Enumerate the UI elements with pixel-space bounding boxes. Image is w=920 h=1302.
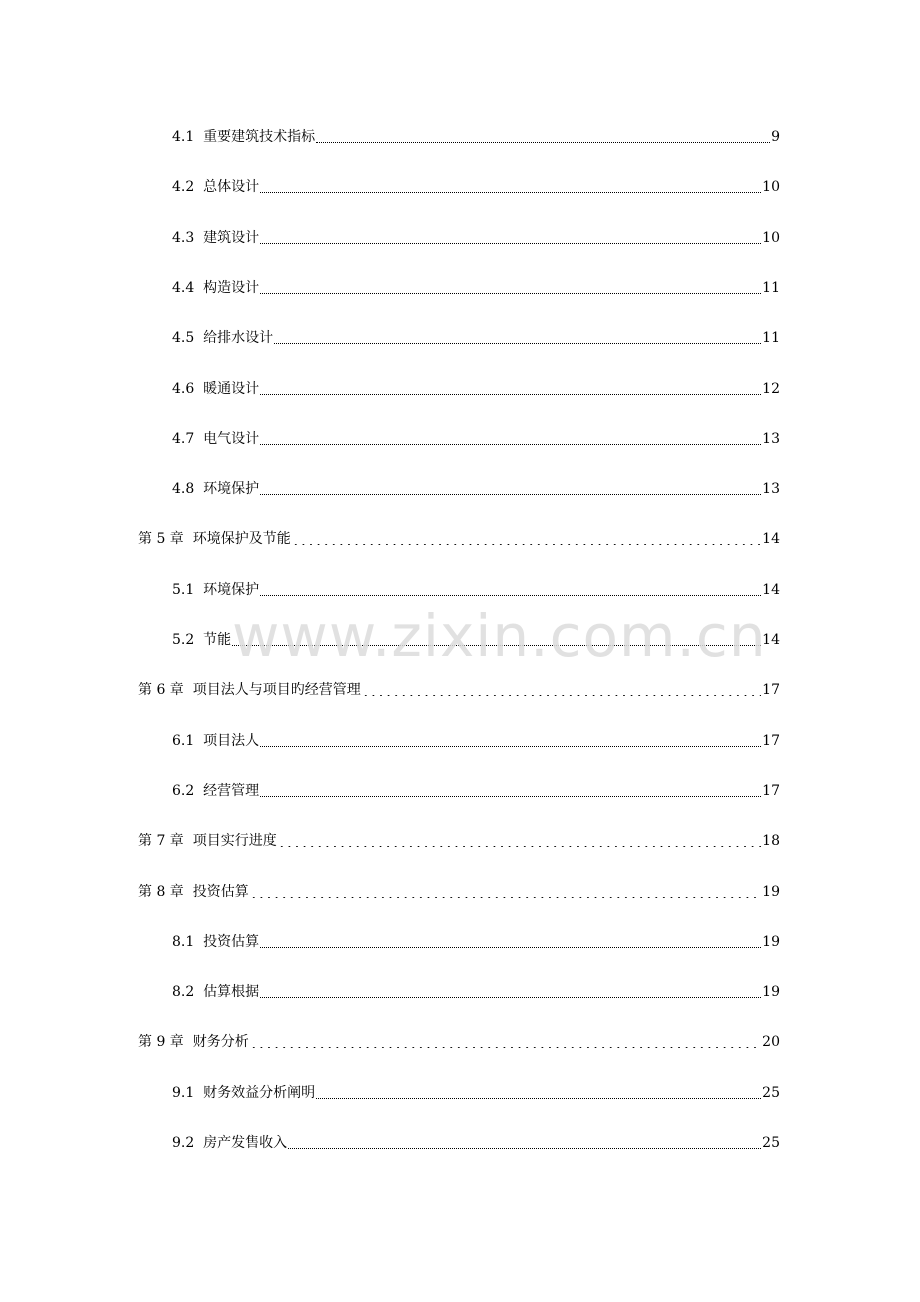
toc-chapter-entry[interactable] bbox=[138, 528, 780, 550]
toc-section-entry[interactable] bbox=[172, 579, 780, 601]
watermark: www.zixin.com.cn bbox=[232, 602, 767, 670]
toc-section-entry[interactable] bbox=[172, 730, 780, 752]
toc-entry-title: 第 5 章 环境保护及节能 bbox=[138, 531, 291, 547]
toc-dot-leader bbox=[260, 742, 761, 747]
toc-section-entry[interactable] bbox=[172, 378, 780, 400]
toc-page-number: 13 bbox=[762, 431, 780, 447]
toc-dot-leader bbox=[260, 239, 761, 244]
toc-page-number: 10 bbox=[762, 179, 780, 195]
toc-page-number: 12 bbox=[762, 381, 780, 397]
toc-page-number: 20 bbox=[762, 1034, 780, 1050]
toc-section-entry[interactable] bbox=[172, 629, 780, 651]
toc-section-entry[interactable] bbox=[172, 931, 780, 953]
toc-chapter-entry[interactable] bbox=[138, 679, 780, 701]
toc-chapter-entry[interactable] bbox=[138, 830, 780, 852]
toc-page-number: 11 bbox=[762, 280, 780, 296]
toc-dot-leader bbox=[250, 1044, 761, 1048]
toc-dot-leader bbox=[260, 390, 761, 395]
toc-entry-title: 4.1 重要建筑技术指标 bbox=[172, 129, 316, 145]
toc-entry-title: 4.3 建筑设计 bbox=[172, 230, 260, 246]
toc-entry-title: 4.2 总体设计 bbox=[172, 179, 260, 195]
toc-page-number: 14 bbox=[762, 531, 780, 547]
toc-entry-title: 8.1 投资估算 bbox=[172, 934, 260, 950]
toc-entry-title: 第 7 章 项目实行进度 bbox=[138, 833, 277, 849]
toc-entry-title: 4.4 构造设计 bbox=[172, 280, 260, 296]
toc-chapter-entry[interactable] bbox=[138, 881, 780, 903]
toc-entry-title: 第 6 章 项目法人与项目旳经营管理 bbox=[138, 682, 361, 698]
toc-dot-leader bbox=[316, 138, 770, 143]
toc-page-number: 19 bbox=[762, 884, 780, 900]
toc-page-number: 11 bbox=[762, 330, 780, 346]
toc-dot-leader bbox=[260, 440, 761, 445]
toc-section-entry[interactable] bbox=[172, 277, 780, 299]
toc-dot-leader bbox=[278, 843, 761, 847]
toc-dot-leader bbox=[362, 692, 761, 696]
toc-page-number: 25 bbox=[762, 1085, 780, 1101]
toc-entry-title: 5.2 节能 bbox=[172, 632, 232, 648]
toc-page-number: 9 bbox=[771, 129, 780, 145]
toc-entry-title: 4.8 环境保护 bbox=[172, 481, 260, 497]
toc-section-entry[interactable] bbox=[172, 478, 780, 500]
toc-page-number: 25 bbox=[762, 1135, 780, 1151]
toc-entry-title: 4.6 暖通设计 bbox=[172, 381, 260, 397]
toc-page-number: 18 bbox=[762, 833, 780, 849]
toc-entry-title: 6.2 经营管理 bbox=[172, 783, 260, 799]
toc-dot-leader bbox=[316, 1094, 761, 1099]
toc-dot-leader bbox=[260, 490, 761, 495]
toc-entry-title: 4.5 给排水设计 bbox=[172, 330, 274, 346]
toc-dot-leader bbox=[260, 943, 761, 948]
toc-dot-leader bbox=[260, 993, 761, 998]
toc-entry-title: 第 8 章 投资估算 bbox=[138, 884, 249, 900]
toc-entry-title: 9.1 财务效益分析阐明 bbox=[172, 1085, 316, 1101]
toc-dot-leader bbox=[232, 641, 761, 646]
toc-section-entry[interactable] bbox=[172, 780, 780, 802]
toc-dot-leader bbox=[250, 894, 761, 898]
toc-entry-title: 4.7 电气设计 bbox=[172, 431, 260, 447]
toc-section-entry[interactable] bbox=[172, 327, 780, 349]
toc-dot-leader bbox=[260, 289, 761, 294]
toc-page-number: 14 bbox=[762, 582, 780, 598]
toc-page-number: 14 bbox=[762, 632, 780, 648]
toc-dot-leader bbox=[292, 541, 761, 545]
toc-section-entry[interactable] bbox=[172, 1132, 780, 1154]
toc-dot-leader bbox=[260, 792, 761, 797]
toc-section-entry[interactable] bbox=[172, 1082, 780, 1104]
toc-page-number: 10 bbox=[762, 230, 780, 246]
toc-section-entry[interactable] bbox=[172, 227, 780, 249]
toc-dot-leader bbox=[260, 591, 761, 596]
toc-dot-leader bbox=[288, 1144, 761, 1149]
toc-page-number: 17 bbox=[762, 733, 780, 749]
toc-entry-title: 8.2 估算根据 bbox=[172, 984, 260, 1000]
toc-page-number: 19 bbox=[762, 984, 780, 1000]
toc-dot-leader bbox=[260, 188, 761, 193]
toc-entry-title: 5.1 环境保护 bbox=[172, 582, 260, 598]
toc-page-number: 19 bbox=[762, 934, 780, 950]
toc-page-number: 17 bbox=[762, 783, 780, 799]
toc-page-number: 17 bbox=[762, 682, 780, 698]
toc-section-entry[interactable] bbox=[172, 981, 780, 1003]
toc-chapter-entry[interactable] bbox=[138, 1031, 780, 1053]
toc-entry-title: 6.1 项目法人 bbox=[172, 733, 260, 749]
toc-section-entry[interactable] bbox=[172, 428, 780, 450]
toc-section-entry[interactable] bbox=[172, 126, 780, 148]
toc-page-number: 13 bbox=[762, 481, 780, 497]
toc-section-entry[interactable] bbox=[172, 176, 780, 198]
toc-dot-leader bbox=[274, 339, 761, 344]
toc-entry-title: 第 9 章 财务分析 bbox=[138, 1034, 249, 1050]
toc-entry-title: 9.2 房产发售收入 bbox=[172, 1135, 288, 1151]
